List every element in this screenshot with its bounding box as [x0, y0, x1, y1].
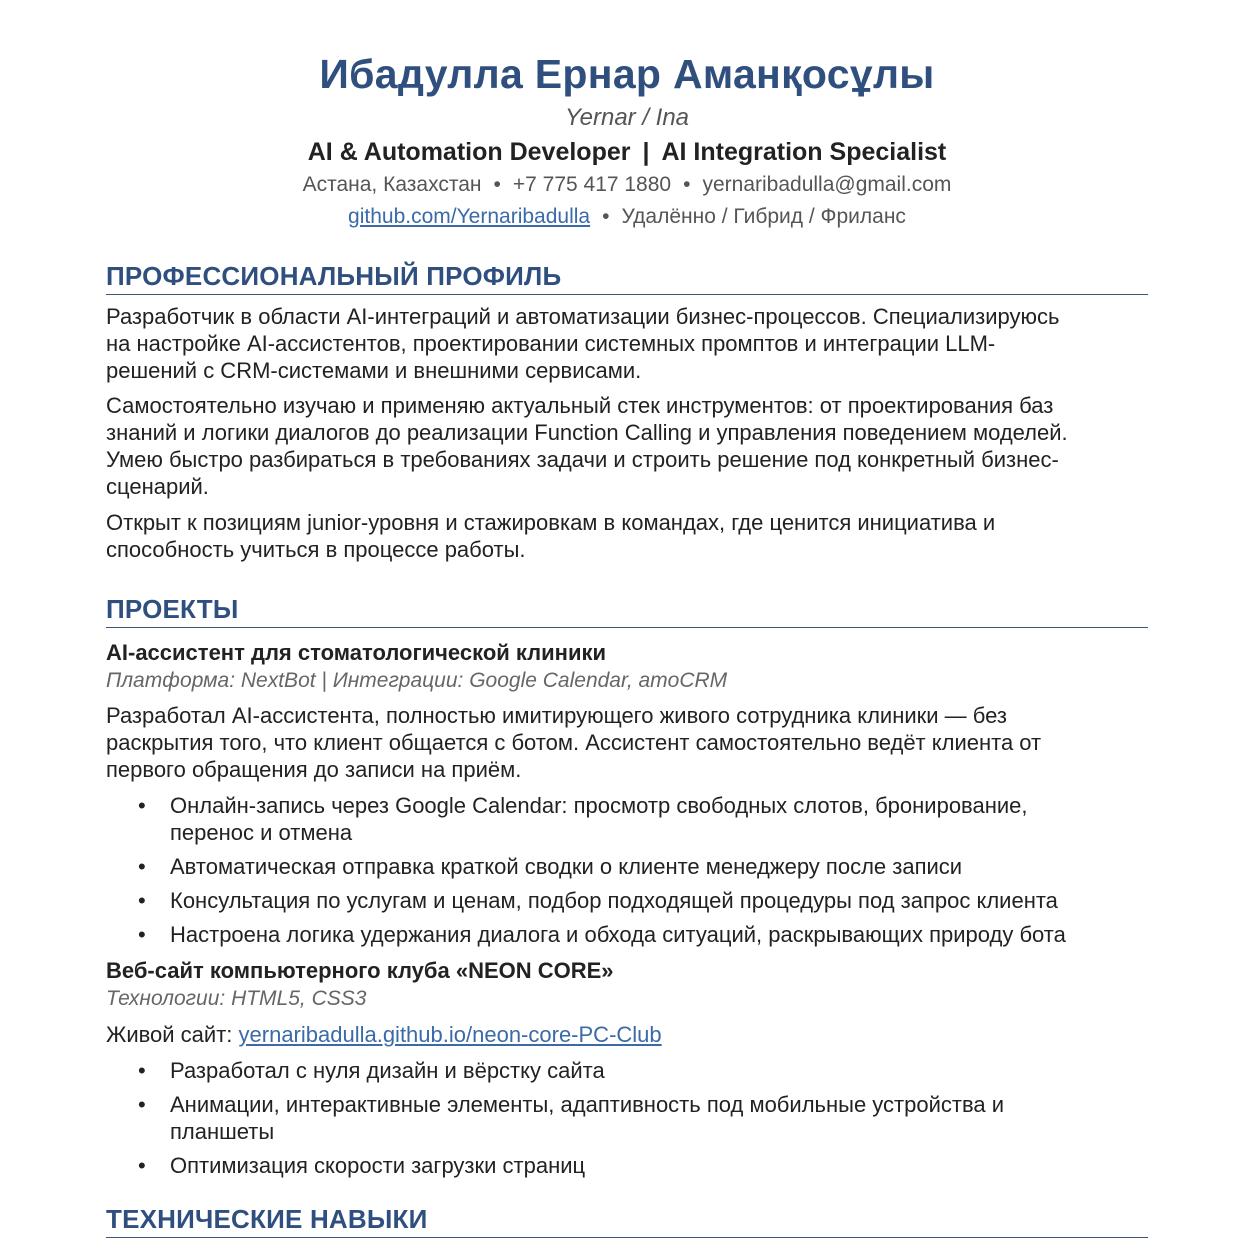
- bullet-separator: •: [493, 173, 501, 196]
- text-line: Открыт к позициям junior-уровня и стажировкам в командах, где ценится инициатива и: [106, 510, 996, 535]
- text-line: Анимации, интерактивные элементы, адаптивность под мобильные устройства и: [170, 1092, 1005, 1117]
- text-line: Оптимизация скорости загрузки страниц: [170, 1153, 586, 1178]
- text-line: Настроена логика удержания диалога и обхода ситуаций, раскрывающих природу бота: [170, 922, 1066, 947]
- list-item: [106, 792, 1148, 846]
- work-format: Удалённо / Гибрид / Фриланс: [621, 205, 906, 228]
- list-item: [106, 1152, 1148, 1179]
- project-title-neon-core: Веб-сайт компьютерного клуба «NEON CORE»: [106, 958, 614, 983]
- bullet-marker: •: [138, 888, 146, 913]
- text-line: способность учиться в процессе работы.: [106, 537, 526, 562]
- text-line: Разработал с нуля дизайн и вёрстку сайта: [170, 1058, 605, 1083]
- candidate-role: [106, 136, 1148, 168]
- email: yernaribadulla@gmail.com: [702, 173, 952, 196]
- project-bullet-list: [106, 792, 1148, 948]
- text-line: Умею быстро разбираться в требованиях задачи и строить решение под конкретный бизнес-: [106, 447, 1059, 472]
- phone: +7 775 417 1880: [512, 173, 672, 196]
- project-bullet-list: [106, 1057, 1148, 1179]
- profile-paragraph-3: [106, 509, 1148, 563]
- profile-paragraph-2: [106, 392, 1148, 500]
- project-meta: Платформа: NextBot | Интеграции: Google Calendar, amoCRM: [106, 669, 728, 692]
- text-line: первого обращения до записи на приём.: [106, 757, 522, 782]
- project-meta: Технологии: HTML5, CSS3: [106, 987, 367, 1010]
- text-line: планшеты: [170, 1119, 275, 1144]
- candidate-name: Ибадулла Ернар Аманқосұлы: [319, 51, 935, 97]
- live-site-link[interactable]: yernaribadulla.github.io/neon-core-PC-Club: [238, 1022, 662, 1047]
- bullet-marker: •: [138, 793, 146, 818]
- bullet-marker: •: [138, 922, 146, 947]
- text-line: Автоматическая отправка краткой сводки о клиенте менеджеру после записи: [170, 854, 963, 879]
- list-item: [106, 1057, 1148, 1084]
- role-separator: |: [642, 138, 650, 166]
- bullet-marker: •: [138, 854, 146, 879]
- text-line: Разработчик в области AI-интеграций и автоматизации бизнес-процессов. Специализируюсь: [106, 304, 1060, 329]
- list-item: [106, 887, 1148, 914]
- text-line: Онлайн-запись через Google Calendar: просмотр свободных слотов, бронирование,: [170, 793, 1028, 818]
- list-item: [106, 853, 1148, 880]
- bullet-marker: •: [138, 1058, 146, 1083]
- text-line: решений с CRM-системами и внешними сервисами.: [106, 358, 642, 383]
- location: Астана, Казахстан: [302, 173, 482, 196]
- section-title-projects: ПРОЕКТЫ: [106, 593, 1148, 628]
- contact-line: [106, 170, 1148, 200]
- text-line: Консультация по услугам и ценам, подбор подходящей процедуры под запрос клиента: [170, 888, 1058, 913]
- text-line: раскрытия того, что клиент общается с ботом. Ассистент самостоятельно ведёт клиента от: [106, 730, 1042, 755]
- project-title-dental-assistant: AI-ассистент для стоматологической клиники: [106, 640, 607, 665]
- bullet-separator: •: [683, 173, 691, 196]
- section-title-profile: ПРОФЕССИОНАЛЬНЫЙ ПРОФИЛЬ: [106, 260, 1148, 295]
- role-secondary: AI Integration Specialist: [661, 138, 947, 166]
- links-line: [106, 202, 1148, 232]
- bullet-marker: •: [138, 1092, 146, 1117]
- bullet-separator: •: [602, 205, 610, 228]
- text-line: Разработал AI-ассистента, полностью имитирующего живого сотрудника клиники — без: [106, 703, 1007, 728]
- role-primary: AI & Automation Developer: [307, 138, 631, 166]
- live-site-label: Живой сайт:: [106, 1022, 239, 1047]
- text-line: на настройке AI-ассистентов, проектировании системных промптов и интеграции LLM-: [106, 331, 996, 356]
- text-line: знаний и логики диалогов до реализации Function Calling и управления поведением моделей.: [106, 420, 1068, 445]
- text-line: Самостоятельно изучаю и применяю актуальный стек инструментов: от проектирования баз: [106, 393, 1054, 418]
- text-line: сценарий.: [106, 474, 209, 499]
- resume-header: [106, 0, 1148, 232]
- text-line: перенос и отмена: [170, 820, 353, 845]
- list-item: [106, 921, 1148, 948]
- list-item: [106, 1091, 1148, 1145]
- bullet-marker: •: [138, 1153, 146, 1178]
- section-title-skills: ТЕХНИЧЕСКИЕ НАВЫКИ: [106, 1203, 1148, 1238]
- project-description: [106, 702, 1148, 783]
- candidate-alias: Yernar / Ina: [564, 104, 690, 131]
- github-link[interactable]: github.com/Yernaribadulla: [348, 205, 591, 228]
- profile-paragraph-1: [106, 303, 1148, 384]
- live-site-line: [106, 1021, 1148, 1048]
